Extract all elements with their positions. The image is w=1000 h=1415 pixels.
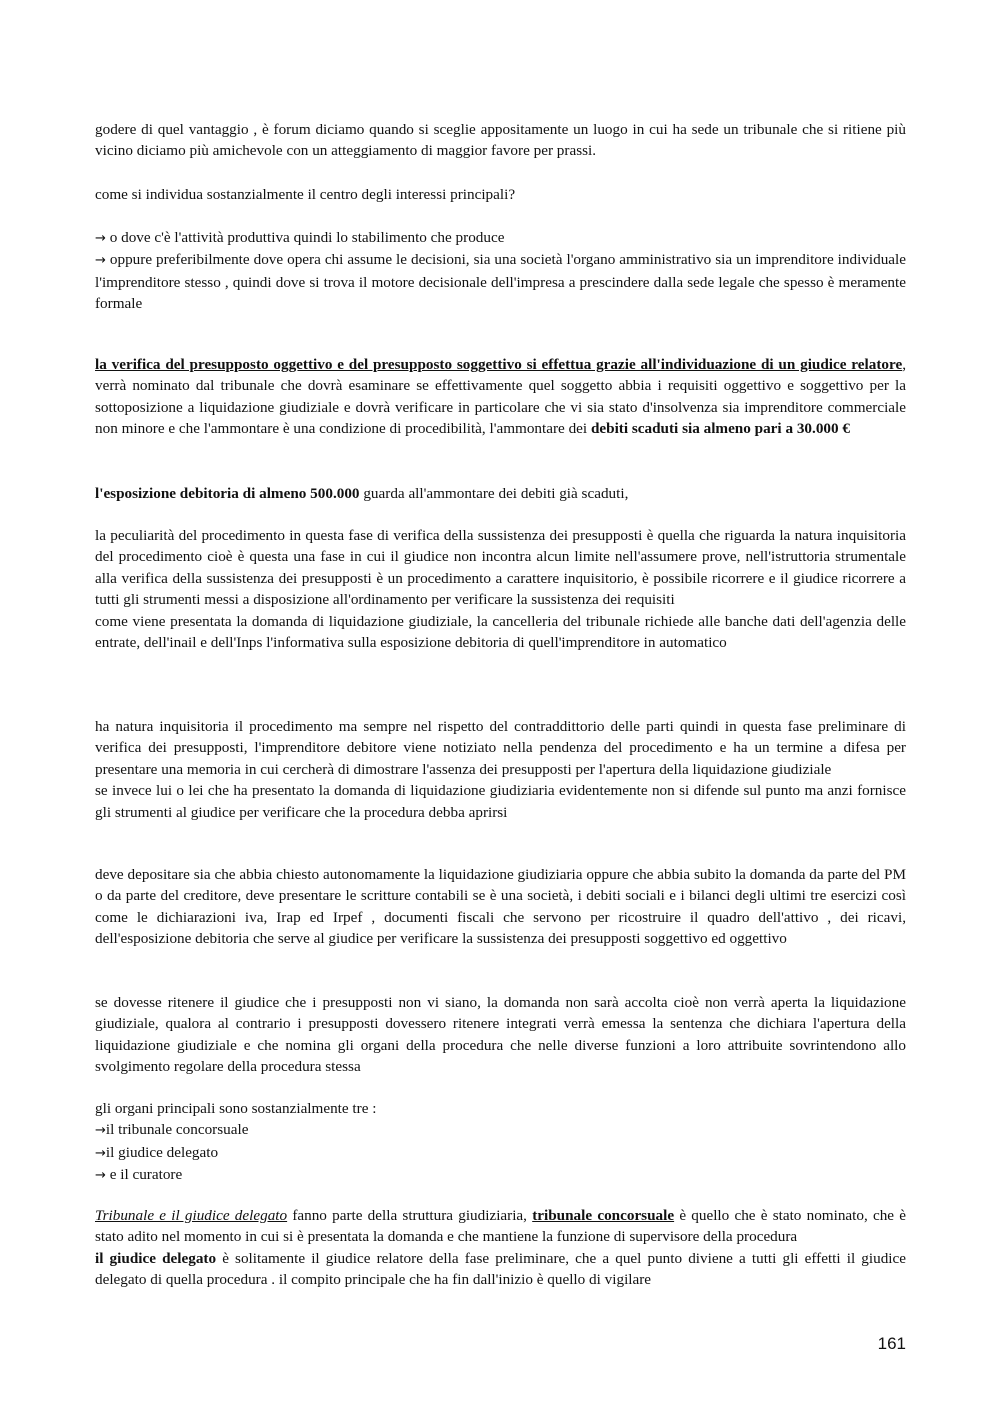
list-item: → o dove c'è l'attività produttiva quindi lo stabilimento che produce [95, 229, 505, 246]
list-item: → e il curatore [95, 1166, 183, 1184]
paragraph-esposizione-debitoria [95, 483, 906, 504]
italic-underlined-text: Tribunale e il giudice delegato [95, 1207, 288, 1224]
question-centro-interessi [95, 184, 906, 205]
paragraph-text: la peculiarità del procedimento in questa fase di verifica della sussistenza dei presupposti è quella che riguarda la natura inquisitoria del procedimento cioè è questa una fase in cui il giudice non incontra alcun limite nell'assumere prove, nell'istruttoria strumentale alla verifica della sussistenza dei presupposti è un procedimento a carattere inquisitorio, è possibile ricorrere e il giudice ricorrere a tutti gli strumenti messi a disposizione all'ordinamento per verificare la sussistenza dei requisiti [95, 527, 906, 609]
arrow-right-icon: → [95, 1123, 106, 1139]
paragraph-text: deve depositare sia che abbia chiesto autonomamente la liquidazione giudiziaria oppure che abbia subito la domanda da parte del PM o da parte del creditore, deve presentare le scritture contabili se è una società, i debiti sociali e i bilanci degli ultimi tre esercizi così come le dichiarazioni iva, Irap ed Irpef , documenti fiscali che servono per ricostruire il quadro dell'attivo , dei ricavi, dell'esposizione debitoria che serve al giudice per verificare la sussistenza dei presupposti soggettivo ed oggettivo [95, 866, 906, 948]
paragraph-text: se dovesse ritenere il giudice che i presupposti non vi siano, la domanda non sarà accolta cioè non verrà aperta la liquidazione giudiziale, qualora al contrario i presupposti dovessero ritenere integrati verrà emessa la sentenza che dichiara l'apertura della liquidazione giudiziale e che nomina gli organi della procedura che nelle diverse funzioni a loro attribuite sovrintendono allo svolgimento regolare della procedura stessa [95, 994, 906, 1076]
list-item: →il tribunale concorsuale [95, 1121, 249, 1139]
paragraph-natura-inquisitoria [95, 525, 906, 653]
bold-underlined-text: la verifica del presupposto oggettivo e del presupposto soggettivo si effettua grazie all'individuazione di un giudice relatore [95, 356, 903, 373]
paragraph-text: come si individua sostanzialmente il centro degli interessi principali? [95, 186, 516, 203]
paragraph-scritture-contabili [95, 864, 906, 950]
arrow-right-icon: → [95, 253, 106, 269]
arrow-right-icon: → [95, 231, 106, 246]
paragraph-sentenza [95, 992, 906, 1078]
list-organi [95, 1098, 906, 1187]
arrow-right-icon: → [95, 1168, 106, 1184]
paragraph-forum [95, 119, 906, 162]
arrow-right-icon: → [95, 1145, 106, 1161]
paragraph-text: guarda all'ammontare dei debiti già scaduti, [359, 485, 629, 502]
bold-text: l'esposizione debitoria di almeno 500.000 [95, 485, 360, 502]
list-centro-interessi [95, 227, 906, 315]
paragraph-contraddittorio [95, 716, 906, 823]
paragraph-text: , verrà nominato dal tribunale che dovrà esaminare se effettivamente quel soggetto abbia i requisiti oggettivo e soggettivo per la sottoposizione a liquidazione giudiziale e dovrà verificare in particolare che vi sia stato d'insolvenza sia imprenditore commerciale non minore e che l'ammontare è una condizione di procedibilità, l'ammontare dei [95, 356, 906, 438]
bold-underlined-text: tribunale concorsuale [532, 1207, 675, 1224]
list-item: →il giudice delegato [95, 1143, 219, 1161]
paragraph-text: se invece lui o lei che ha presentato la domanda di liquidazione giudiziaria evidentemente non si difende sul punto ma anzi fornisce gli strumenti al giudice per verificare che la procedura debba aprirsi [95, 782, 906, 821]
page-number: 161 [877, 1334, 906, 1353]
paragraph-text: godere di quel vantaggio , è forum diciamo quando si sceglie appositamente un luogo in cui ha sede un tribunale che si ritiene più vicino diciamo più amichevole con un atteggiamento di maggior favore per prassi. [95, 121, 906, 160]
paragraph-text: ha natura inquisitoria il procedimento ma sempre nel rispetto del contraddittorio delle parti quindi in questa fase preliminare di verifica dei presupposti, l'imprenditore debitore viene notiziato nella pendenza del procedimento e ha un termine a difesa per presentare una memoria in cui cercherà di dimostrare l'assenza dei presupposti per l'apertura della liquidazione giudiziale [95, 718, 906, 778]
list-intro: gli organi principali sono sostanzialmente tre : [95, 1100, 377, 1117]
paragraph-tribunale-giudice [95, 1205, 906, 1291]
bold-text: il giudice delegato [95, 1249, 217, 1267]
paragraph-tribunale: Tribunale e il giudice delegato fanno parte della struttura giudiziaria, tribunale concorsuale è quello che è stato nominato, che è stato adito nel momento in cui si è presentata la domanda e che mantiene la funzione di supervisore della procedura [95, 1207, 907, 1246]
paragraph-text: come viene presentata la domanda di liquidazione giudiziale, la cancelleria del tribunale richiede alle banche dati dell'agenzia delle entrate, dell'inail e dell'Inps l'informativa sulla esposizione debitoria di quell'imprenditore in automatico [95, 612, 906, 652]
list-item: → oppure preferibilmente dove opera chi assume le decisioni, sia una società l'organo amministrativo sia un imprenditore individuale l'imprenditore stesso , quindi dove si trova il motore decisionale dell'impresa a prescindere dalla sede legale che spesso è meramente formale [95, 251, 906, 313]
paragraph-giudice-delegato: il giudice delegato è solitamente il giudice relatore della fase preliminare, che a quel punto diviene a tutti gli effetti il giudice delegato di quella procedura . il compito principale che ha fin dall'inizio è quello di vigilare [95, 1249, 906, 1289]
bold-text: debiti scaduti sia almeno pari a 30.000 € [590, 420, 850, 438]
paragraph-giudice-relatore [95, 354, 906, 440]
